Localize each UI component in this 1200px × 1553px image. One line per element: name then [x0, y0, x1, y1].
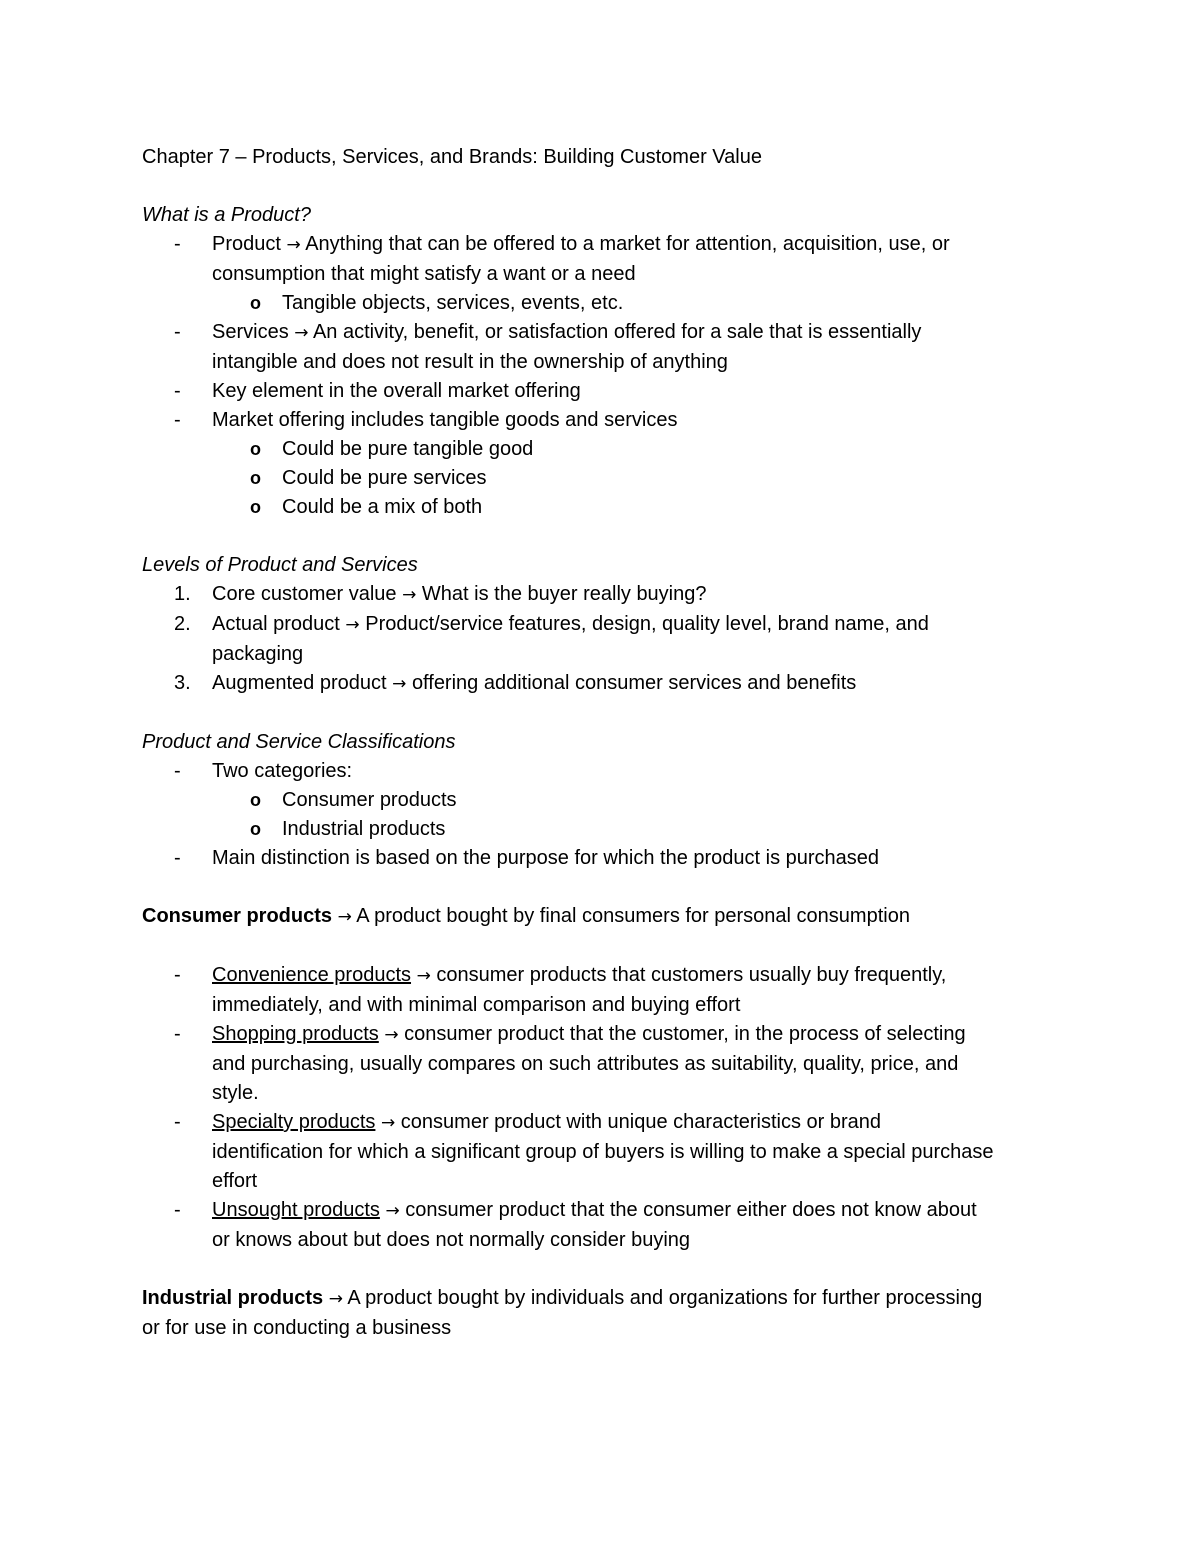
- definition-continued: or for use in conducting a business: [142, 1317, 452, 1339]
- arrow-icon: →: [380, 1113, 396, 1133]
- arrow-icon: →: [402, 585, 417, 605]
- list-item-continued: effort: [212, 1170, 258, 1192]
- list-item-continued: style.: [212, 1082, 259, 1104]
- arrow-icon: →: [385, 1201, 400, 1221]
- list-item-continued: and purchasing, usually compares on such attributes as suitability, quality, price, and: [212, 1053, 959, 1075]
- sub-list-item: o Could be a mix of both: [142, 493, 1072, 522]
- arrow-icon: →: [392, 674, 407, 694]
- definition: offering additional consumer services and benefits: [411, 672, 857, 694]
- dash-bullet: -: [174, 1023, 181, 1045]
- term: Convenience products: [212, 964, 412, 986]
- list-item-continued: intangible and does not result in the ownership of anything: [212, 351, 728, 373]
- definition: consumer product that the customer, in the process of selecting: [404, 1023, 966, 1045]
- arrow-icon: →: [286, 235, 301, 255]
- dash-bullet: -: [174, 1199, 181, 1221]
- list-item: [142, 1196, 1072, 1226]
- sub-list-item: o Could be pure tangible good: [142, 435, 1072, 464]
- dash-bullet: -: [174, 380, 181, 402]
- numbered-item: [142, 580, 1072, 610]
- arrow-icon: →: [328, 1289, 343, 1309]
- term: Specialty products: [212, 1111, 376, 1133]
- circle-bullet-icon: o: [250, 293, 261, 313]
- sub-list-item: o Could be pure services: [142, 464, 1072, 493]
- dash-bullet: -: [174, 409, 181, 431]
- list-item-continued: immediately, and with minimal comparison and buying effort: [212, 994, 741, 1016]
- item-number: 3.: [174, 672, 191, 694]
- definition: An activity, benefit, or satisfaction offered for a sale that is essentially: [312, 321, 922, 343]
- sub-list-item: o Tangible objects, services, events, etc.: [142, 289, 1072, 318]
- definition: Anything that can be offered to a market for attention, acquisition, use, or: [305, 233, 950, 255]
- arrow-icon: →: [294, 323, 309, 343]
- arrow-icon: →: [337, 907, 352, 927]
- term: Actual product: [212, 613, 340, 635]
- list-item: [142, 1108, 1072, 1138]
- sub-list-item: o Consumer products: [142, 786, 1072, 815]
- list-item: - Main distinction is based on the purpose for which the product is purchased: [142, 844, 1072, 873]
- circle-bullet-icon: o: [250, 468, 261, 488]
- section-heading-what-is-product: What is a Product?: [142, 204, 311, 226]
- list-item: - Market offering includes tangible goods and services: [142, 406, 1072, 435]
- term: Consumer products: [142, 905, 333, 927]
- term: Unsought products: [212, 1199, 380, 1221]
- list-item: [142, 961, 1072, 991]
- arrow-icon: →: [345, 615, 360, 635]
- page-title: Chapter 7 – Products, Services, and Brands: Building Customer Value: [142, 146, 762, 168]
- definition: What is the buyer really buying?: [421, 583, 707, 605]
- list-item-continued: identification for which a significant group of buyers is willing to make a special purchase: [212, 1141, 994, 1163]
- list-item: - Key element in the overall market offering: [142, 377, 1072, 406]
- definition: consumer products that customers usually buy frequently,: [436, 964, 947, 986]
- document-page: [142, 143, 1072, 1343]
- term: Core customer value: [212, 583, 397, 605]
- numbered-item: [142, 669, 1072, 699]
- numbered-item: [142, 610, 1072, 640]
- dash-bullet: -: [174, 760, 181, 782]
- term: Industrial products: [142, 1287, 324, 1309]
- list-item-continued: or knows about but does not normally consider buying: [212, 1229, 691, 1251]
- definition: A product bought by final consumers for personal consumption: [356, 905, 910, 927]
- definition: Product/service features, design, quality level, brand name, and: [365, 613, 929, 635]
- dash-bullet: -: [174, 321, 181, 343]
- dash-bullet: -: [174, 233, 181, 255]
- definition: consumer product with unique characteristics or brand: [400, 1111, 882, 1133]
- list-item: [142, 230, 1072, 260]
- list-item: [142, 1020, 1072, 1050]
- dash-bullet: -: [174, 1111, 181, 1133]
- consumer-products-definition: [142, 902, 1072, 932]
- term: Shopping products: [212, 1023, 379, 1045]
- arrow-icon: →: [416, 966, 431, 986]
- industrial-products-definition: [142, 1284, 1072, 1314]
- definition: consumer product that the consumer either does not know about: [405, 1199, 977, 1221]
- item-number: 1.: [174, 583, 191, 605]
- term: Augmented product: [212, 672, 387, 694]
- list-item-continued: consumption that might satisfy a want or a need: [212, 263, 636, 285]
- arrow-icon: →: [384, 1025, 399, 1045]
- circle-bullet-icon: o: [250, 790, 261, 810]
- numbered-item-continued: packaging: [212, 643, 304, 665]
- definition: A product bought by individuals and organizations for further processing: [347, 1287, 983, 1309]
- dash-bullet: -: [174, 847, 181, 869]
- dash-bullet: -: [174, 964, 181, 986]
- circle-bullet-icon: o: [250, 819, 261, 839]
- term: Product: [212, 233, 281, 255]
- section-heading-levels: Levels of Product and Services: [142, 554, 418, 576]
- term: Services: [212, 321, 289, 343]
- section-heading-classifications: Product and Service Classifications: [142, 731, 456, 753]
- list-item: [142, 318, 1072, 348]
- sub-list-item: o Industrial products: [142, 815, 1072, 844]
- list-item: - Two categories:: [142, 757, 1072, 786]
- circle-bullet-icon: o: [250, 497, 261, 517]
- item-number: 2.: [174, 613, 191, 635]
- circle-bullet-icon: o: [250, 439, 261, 459]
